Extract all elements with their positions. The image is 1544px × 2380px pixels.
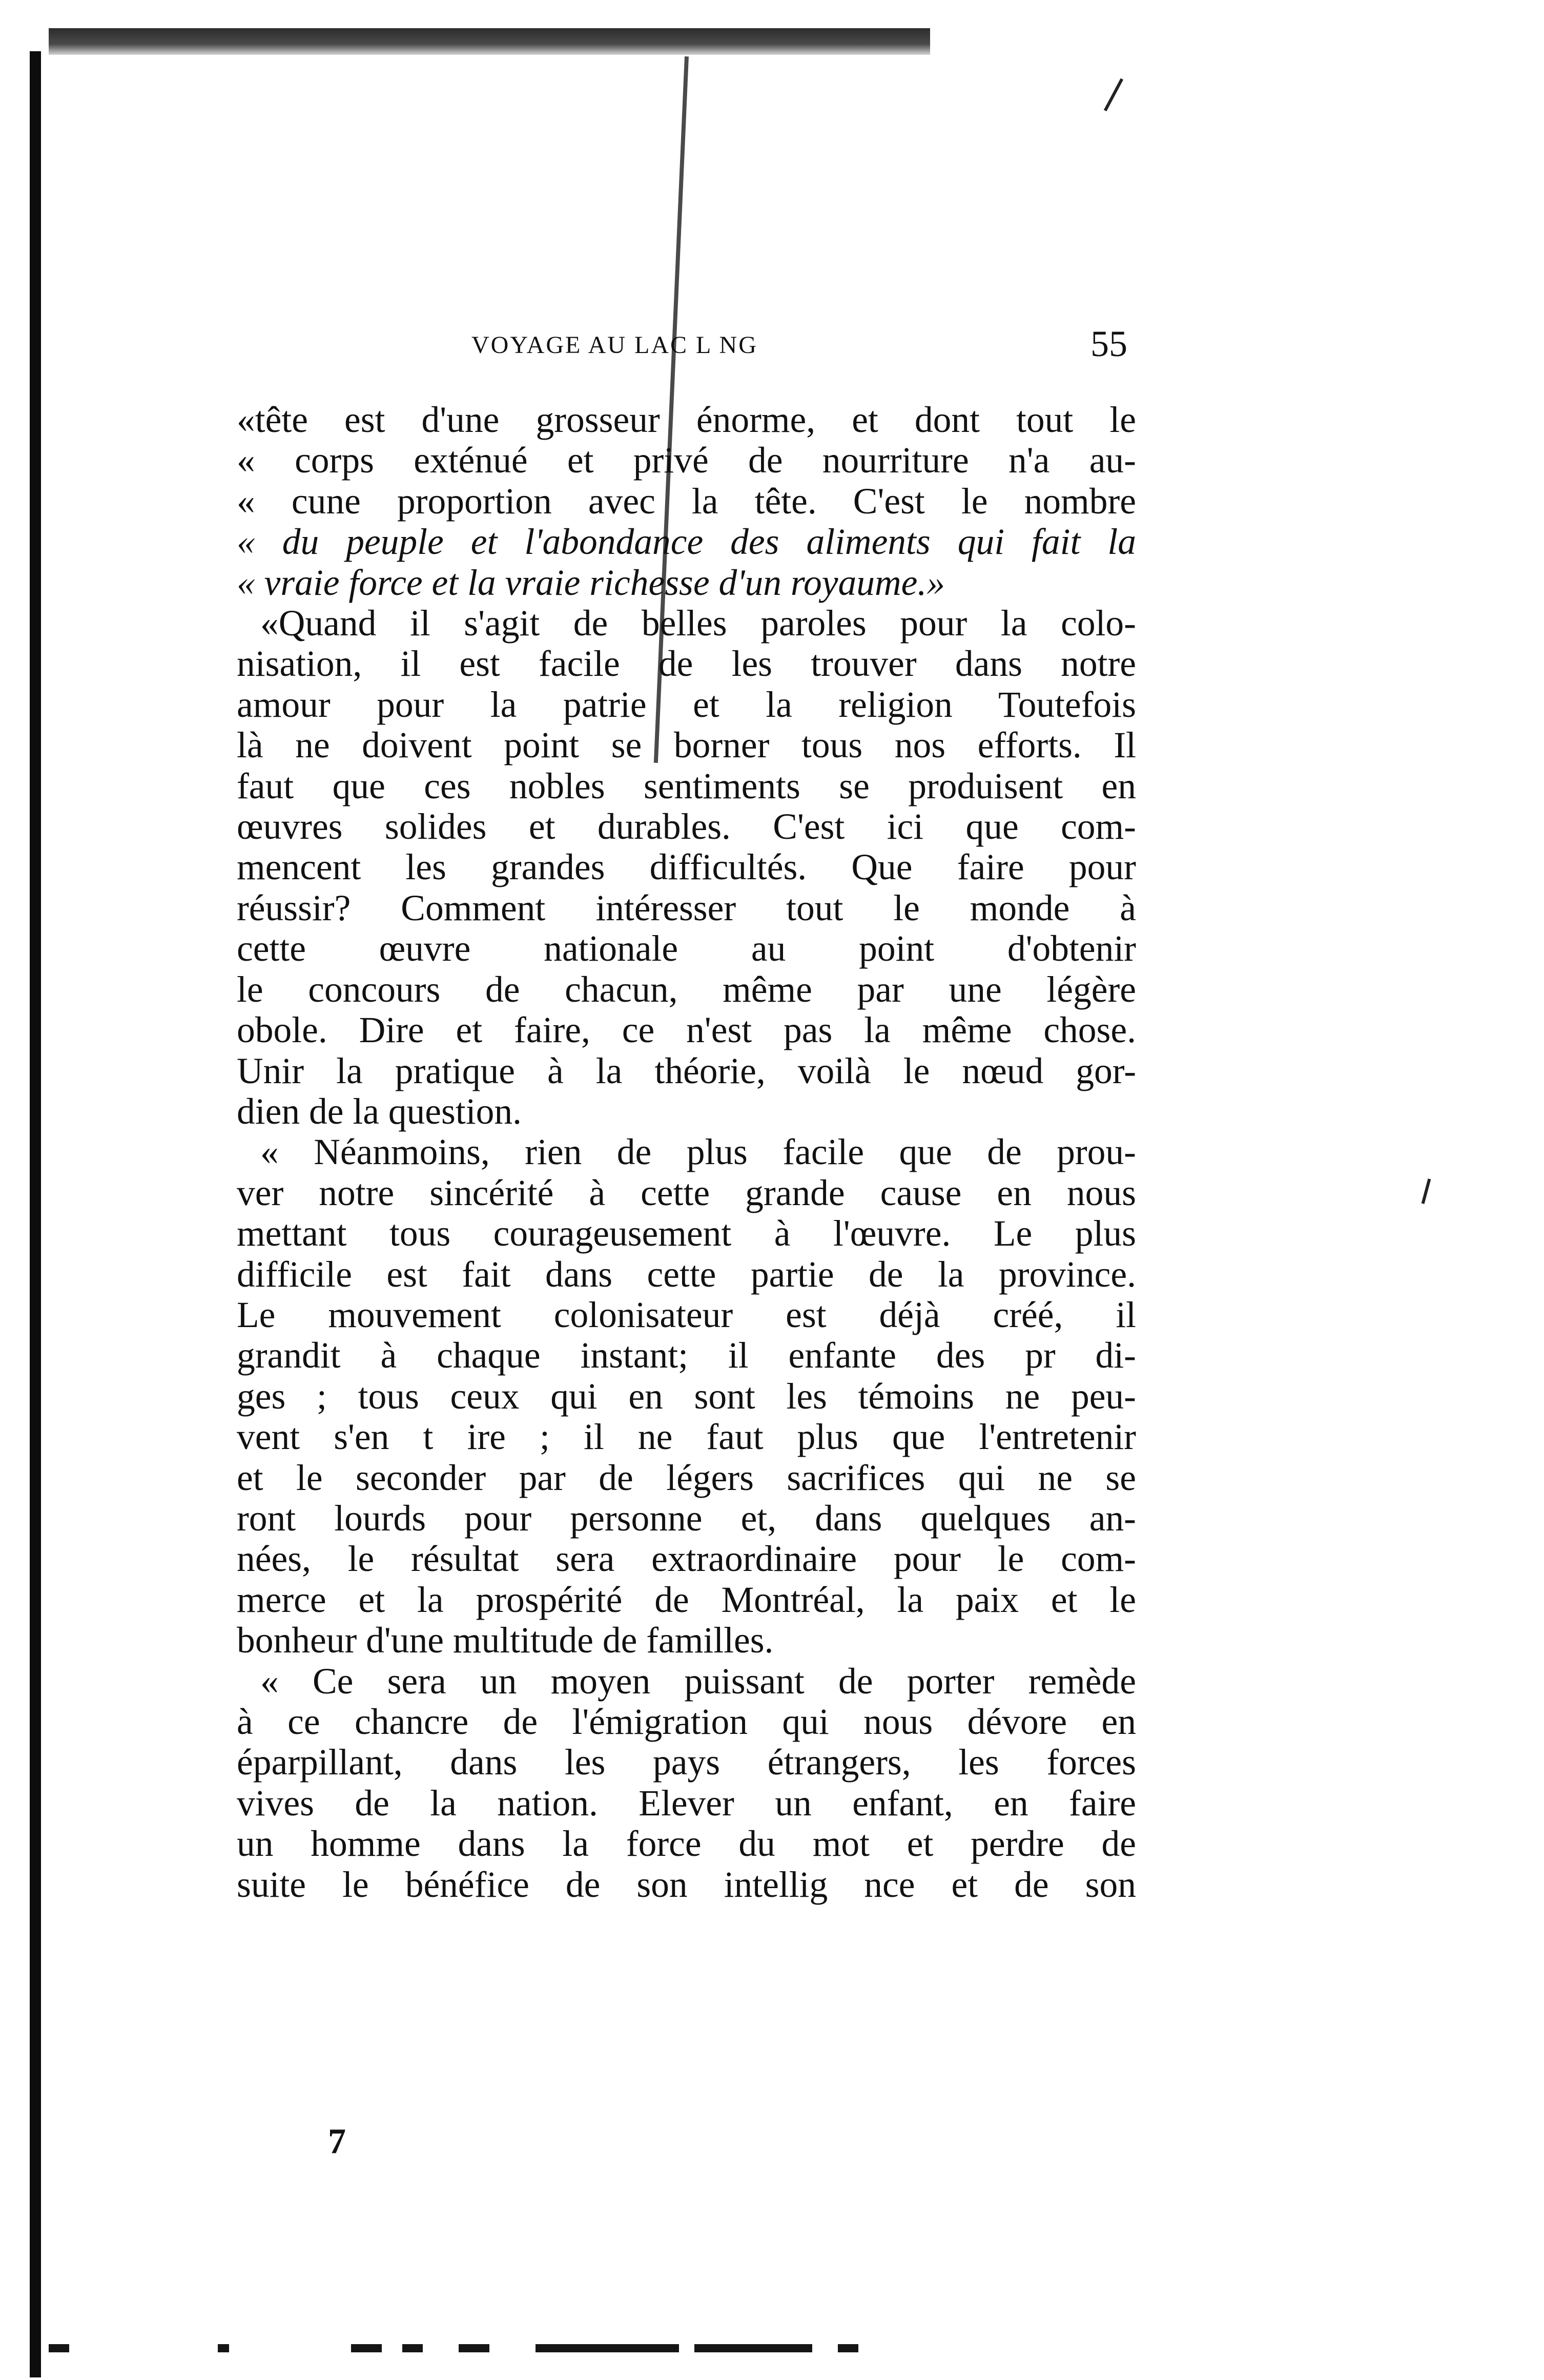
text-line: dien de la question. (237, 1091, 522, 1132)
body-text (237, 400, 1136, 1905)
text-line: œuvres solides et durables. C'est ici que com- (237, 806, 1136, 847)
text-line: « corps exténué et privé de nourriture n'a au- (237, 440, 1136, 481)
text-line: vives de la nation. Elever un enfant, en faire (237, 1783, 1136, 1824)
text-line: mencent les grandes difficultés. Que faire pour (237, 847, 1136, 888)
text-line: bonheur d'une multitude de familles. (237, 1620, 774, 1661)
text-line: « vraie force et la vraie richesse d'un royaume.» (237, 562, 945, 603)
text-line: suite le bénéfice de son intellig nce et de son (237, 1864, 1136, 1905)
scan-bottom-edge (49, 2344, 899, 2354)
text-line: «Quand il s'agit de belles paroles pour la colo- (260, 603, 1136, 644)
text-line: le concours de chacun, même par une légère (237, 969, 1136, 1010)
text-line: « Ce sera un moyen puissant de porter remède (260, 1661, 1136, 1702)
text-line: obole. Dire et faire, ce n'est pas la même chose. (237, 1010, 1136, 1051)
text-line: Unir la pratique à la théorie, voilà le nœud gor- (237, 1050, 1136, 1091)
text-line: « cune proportion avec la tête. C'est le nombre (237, 481, 1136, 522)
text-line: merce et la prospérité de Montréal, la paix et le (237, 1579, 1136, 1620)
text-line: ront lourds pour personne et, dans quelques an- (237, 1498, 1136, 1539)
page-number: 55 (1090, 323, 1127, 364)
running-head: VOYAGE AU LAC L NG (471, 332, 758, 359)
text-line: mettant tous courageusement à l'œuvre. Le plus (237, 1213, 1136, 1254)
text-line: «tête est d'une grosseur énorme, et dont tout le (237, 400, 1136, 440)
text-line: un homme dans la force du mot et perdre de (237, 1824, 1136, 1865)
stray-pen-mark (1422, 1178, 1431, 1204)
stray-pen-mark (1104, 78, 1123, 112)
text-line: faut que ces nobles sentiments se produisent en (237, 765, 1136, 806)
text-line: cette œuvre nationale au point d'obtenir (237, 928, 1136, 969)
scan-left-edge (30, 51, 41, 2377)
signature-mark: 7 (328, 2122, 346, 2161)
text-line: ges ; tous ceux qui en sont les témoins ne peu- (237, 1376, 1136, 1417)
text-line: ver notre sincérité à cette grande cause en nous (237, 1172, 1136, 1213)
text-line: réussir? Comment intéresser tout le monde à (237, 887, 1136, 928)
text-line: Le mouvement colonisateur est déjà créé, il (237, 1294, 1136, 1335)
text-line: difficile est fait dans cette partie de la province. (237, 1254, 1136, 1295)
text-line: nées, le résultat sera extraordinaire pour le com- (237, 1539, 1136, 1580)
text-line: et le seconder par de légers sacrifices qui ne se (237, 1457, 1136, 1498)
text-line: grandit à chaque instant; il enfante des pr di- (237, 1335, 1136, 1376)
text-line: éparpillant, dans les pays étrangers, les forces (237, 1742, 1136, 1783)
text-line: amour pour la patrie et la religion Toutefois (237, 684, 1136, 725)
text-line: nisation, il est facile de les trouver dans notre (237, 644, 1136, 685)
text-line: là ne doivent point se borner tous nos efforts. Il (237, 725, 1136, 766)
text-line: « du peuple et l'abondance des aliments qui fait la (237, 522, 1136, 563)
scan-top-edge (49, 28, 930, 55)
text-line: « Néanmoins, rien de plus facile que de prou- (260, 1132, 1136, 1173)
text-line: vent s'en t ire ; il ne faut plus que l'entretenir (237, 1417, 1136, 1458)
page-header (266, 323, 1127, 369)
text-line: à ce chancre de l'émigration qui nous dévore en (237, 1702, 1136, 1742)
